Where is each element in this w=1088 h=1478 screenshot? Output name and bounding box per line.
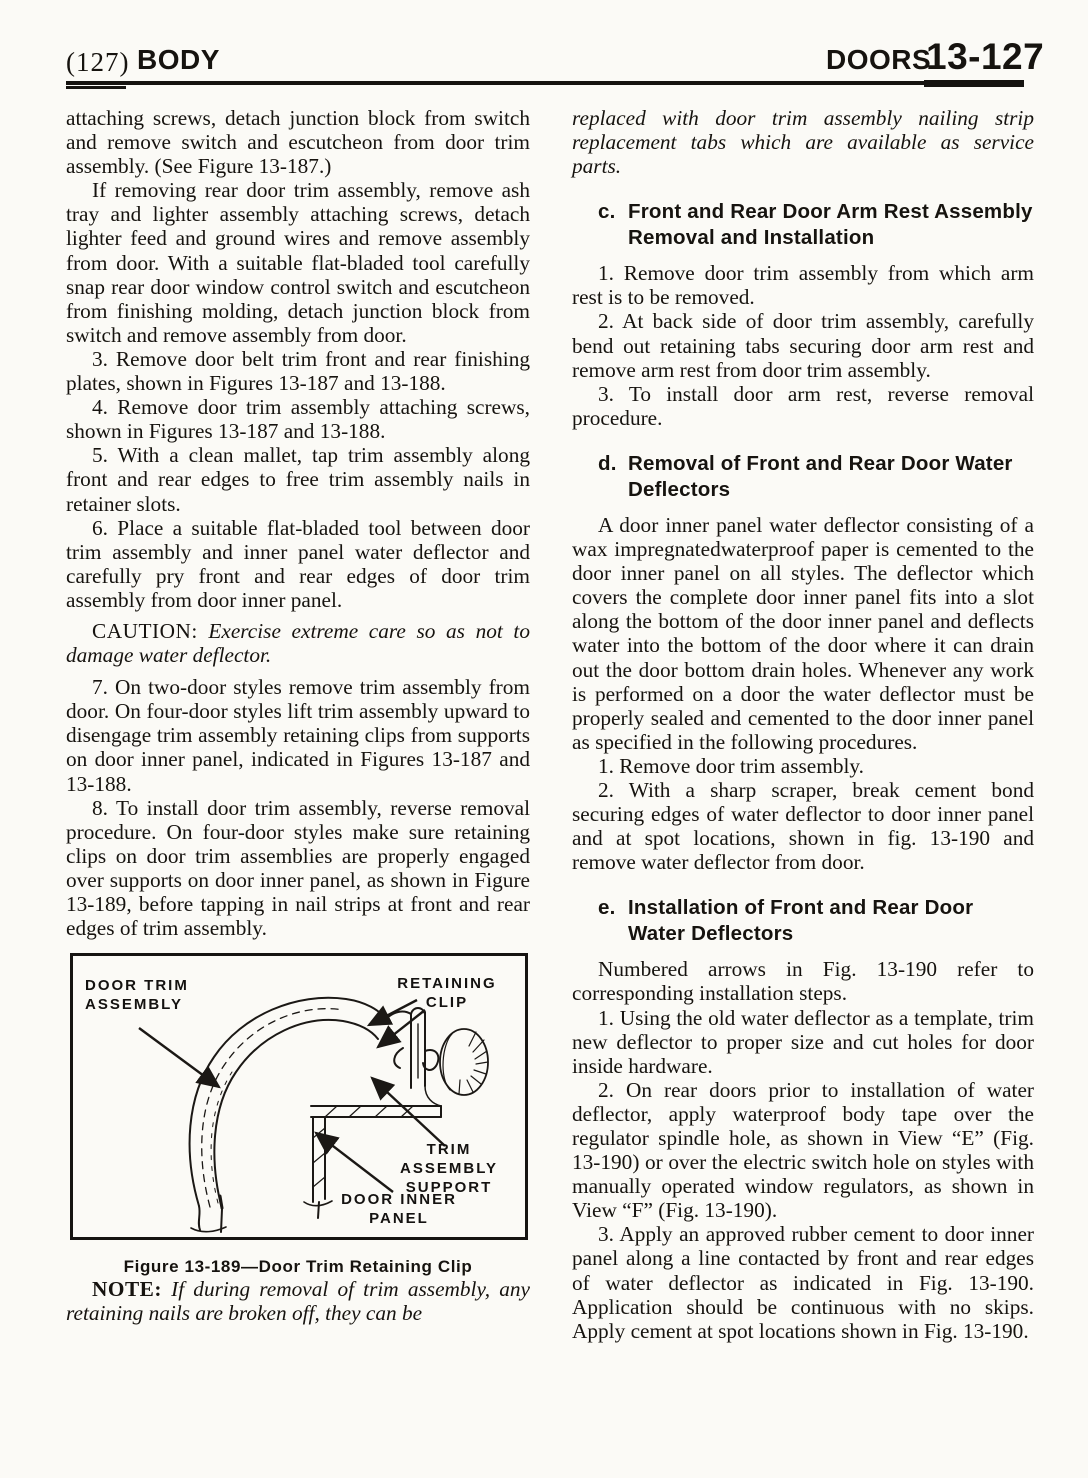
section-letter-c: c. (598, 200, 616, 224)
section-d-step-1: 1. Remove door trim assembly. (598, 753, 864, 778)
header-chapter-title: DOORS (826, 44, 932, 75)
section-heading-e (572, 895, 1034, 947)
section-heading-d (572, 451, 1034, 503)
section-e-step-2: 2. On rear doors prior to installation of water deflector, apply waterproof body tape over the regulator spindle hole, as shown in View “E” (Fig. 13-190) or over the electric switch hole on styles with manually operated window regulators, as shown in View “F” (Fig. 13-190). (572, 1077, 1034, 1223)
header-section-title: BODY (137, 44, 220, 75)
step-3: 3. Remove door belt trim front and rear finishing plates, shown in Figures 13-187 and 13-188. (66, 346, 530, 396)
step-4: 4. Remove door trim assembly attaching screws, shown in Figures 13-187 and 13-188. (66, 395, 530, 444)
paragraph-continuation: attaching screws, detach junction block from switch and remove switch and escutcheon from door trim assembly. (See Figure 13-187.) (66, 106, 530, 179)
step-6: 6. Place a suitable flat-bladed tool between door trim assembly and inner panel water deflector and carefully pry front and rear edges of door trim assembly from door inner panel. (66, 515, 530, 612)
header-rule (66, 81, 1022, 85)
figure-caption: Figure 13-189—Door Trim Retaining Clip (123, 1257, 473, 1277)
section-title-c: Front and Rear Door Arm Rest Assembly Removal and Installation (628, 200, 1033, 250)
section-e-step-1: 1. Using the old water deflector as a template, trim new deflector to proper size and cut holes for door inside hardware. (572, 1005, 1034, 1078)
step-8: 8. To install door trim assembly, reverse removal procedure. On four-door styles make sure retaining clips on door trim assemblies are properly engaged over supports on door inner panel, as shown in Figure 13-189, before tapping in nail strips at front and rear edges of trim assembly. (66, 795, 530, 941)
left-column (66, 106, 530, 1325)
page-reference: (127) (66, 47, 130, 77)
figure-label-retaining-clip: RETAINING CLIP (397, 975, 497, 1012)
step-7: 7. On two-door styles remove trim assembly from door. On four-door styles lift trim assembly upward to disengage trim assembly retaining clips from supports on door inner panel, indicated in Figures 13-187 and 13-188. (66, 675, 530, 796)
header-page-number: 13-127 (926, 36, 1045, 77)
figure-label-door-trim-assembly: DOOR TRIM ASSEMBLY (85, 977, 189, 1014)
section-heading-c (572, 199, 1034, 251)
section-d-intro: A door inner panel water deflector consisting of a wax impregnatedwaterproof paper is cemented to the door inner panel on all styles. The deflector which covers the complete door inner panel fits into a slot along the bottom of the door inner panel and deflects water into the bottom of the door where it can drain out the door bottom drain holes. Whenever any work is performed on a door the water deflector must be properly sealed and cemented to the door inner panel as specified in the following procedures. (572, 512, 1034, 754)
caution-text: Exercise extreme care so as not to damage water deflector. (66, 618, 530, 668)
note-continuation: replaced with door trim assembly nailing strip replacement tabs which are available as service parts. (572, 106, 1034, 179)
figure-13-189 (70, 953, 528, 1240)
section-c-step-2: 2. At back side of door trim assembly, carefully bend out retaining tabs securing door arm rest and remove arm rest from door trim assembly. (572, 309, 1034, 382)
note-label: NOTE: (92, 1277, 162, 1302)
section-e-step-3: 3. Apply an approved rubber cement to door inner panel along a line contacted by front and rear edges of water deflector as indicated in Fig. 13-190. Application should be continuous with no skips. Apply cement at spot locations shown in Fig. 13-190. (572, 1222, 1034, 1343)
caution-paragraph (66, 619, 530, 667)
note-paragraph (66, 1277, 530, 1325)
note-text: If during removal of trim assembly, any retaining nails are broken off, they can be (66, 1277, 530, 1326)
section-letter-d: d. (598, 451, 617, 475)
section-e-intro: Numbered arrows in Fig. 13-190 refer to corresponding installation steps. (572, 957, 1034, 1006)
step-5: 5. With a clean mallet, tap trim assembly along front and rear edges to free trim assembly nails in retainer slots. (66, 443, 530, 516)
right-column (572, 106, 1034, 1343)
section-c-step-3: 3. To install door arm rest, reverse removal procedure. (572, 381, 1034, 430)
section-title-d: Removal of Front and Rear Door Water Deflectors (628, 451, 1013, 501)
figure-label-trim-assembly-support: TRIM ASSEMBLY SUPPORT (400, 1141, 498, 1197)
figure-label-door-inner-panel: DOOR INNER PANEL (341, 1191, 457, 1228)
section-d-step-2: 2. With a sharp scraper, break cement bond securing edges of water deflector to door inner panel and at spot locations, shown in fig. 13-190 and remove water deflector from door. (572, 777, 1034, 875)
caution-label: CAUTION: (92, 618, 198, 643)
section-title-e: Installation of Front and Rear Door Water Deflectors (628, 896, 974, 946)
section-c-step-1: 1. Remove door trim assembly from which arm rest is to be removed. (572, 261, 1034, 310)
header-page-number-underline (924, 80, 1024, 87)
paragraph-rear-door-trim: If removing rear door trim assembly, remove ash tray and lighter assembly attaching screws, detach lighter feed and ground wires and remove assembly from door. With a suitable flat-bladed tool carefully snap rear door window control switch and escutcheon from finishing molding, detach junction block from switch and remove assembly from door. (66, 178, 530, 347)
header-pageref-underline (66, 86, 126, 89)
section-letter-e: e. (598, 896, 616, 920)
